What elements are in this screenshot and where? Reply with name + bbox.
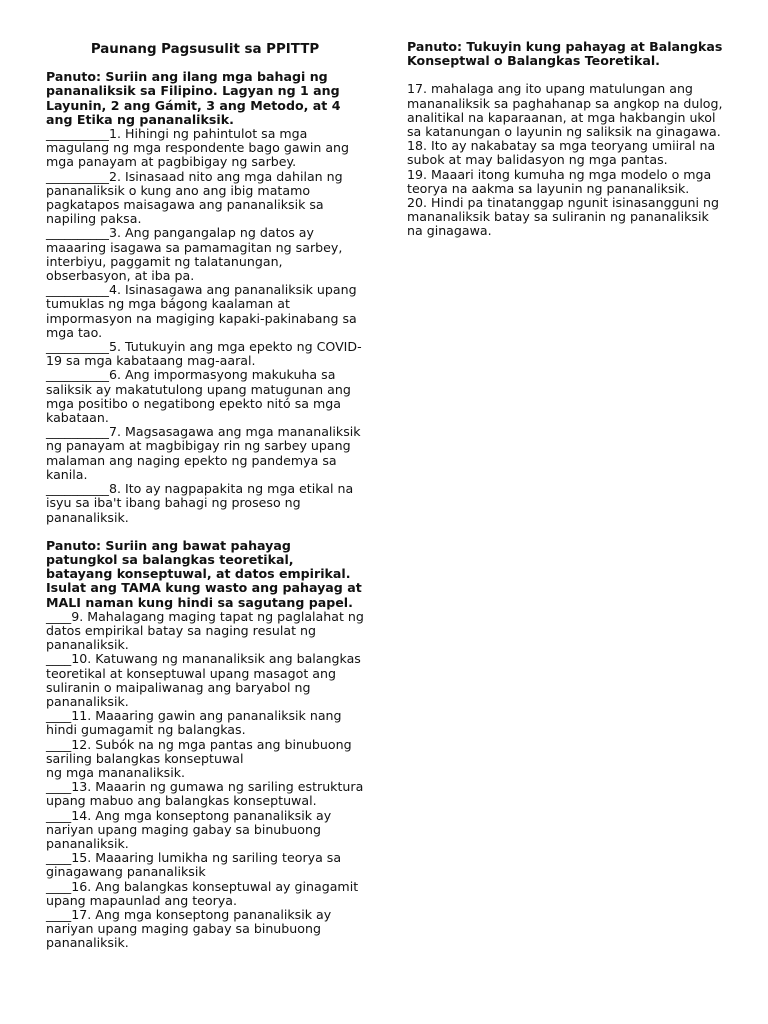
page-title: Paunang Pagsusulit sa PPITTP xyxy=(90,42,320,57)
section3-instruction: Panuto: Tukuyin kung pahayag at Balangkas Konseptwal o Balangkas Teoretikal. xyxy=(407,39,723,69)
question-item-6: __________6. Ang impormasyong makukuha sa saliksik ay makatutulong upang matugunan ang mga positibo o negatibong epekto nitó sa mga kabataan. xyxy=(46,367,351,426)
question-item-4: __________4. Isinasagawa ang pananaliksik upang tumuklas ng mga bágong kaalaman at impormasyon na magiging kapaki-pakinabang sa mga tao. xyxy=(46,282,357,340)
right-column xyxy=(407,40,725,239)
section-spacer xyxy=(46,525,364,539)
question-item-15: ____15. Maaaring lumikha ng sariling teorya sa ginagawang pananaliksik xyxy=(46,850,342,880)
question-item-1: __________1. Hihingi ng pahintulot sa mga magulang ng mga respondente bago gawin ang mga panayam at pagbibigay ng sarbey. xyxy=(46,126,350,170)
question-item-5: __________5. Tutukuyin ang mga epekto ng COVID-19 sa mga kabataang mag-aaral. xyxy=(46,339,362,369)
left-column xyxy=(46,40,364,951)
question-item-17a: ____17. Ang mga konseptong pananaliksik ay nariyan upang maging gabay sa binubuong pananaliksik. xyxy=(46,906,332,951)
question-item-17b: 17. mahalaga ang ito upang matulungan ang mananaliksik sa paghahanap sa angkop na dulog, analitikal na kaparaanan, at mga hakbangin ukol sa katanungan o layunin ng saliksik na ginagawa. xyxy=(407,81,723,140)
section2-instruction: Panuto: Suriin ang bawat pahayag patungkol sa balangkas teoretikal, batayang konseptuwal, at datos empirikal. Isulat ang TAMA kung wasto ang pahayag at MALI naman kung hindi sa sagutang papel. xyxy=(46,537,362,610)
question-item-13: ____13. Maaarin ng gumawa ng sariling estruktura upang mabuo ang balangkas konseptuwal. xyxy=(46,779,364,809)
question-item-20: 20. Hindi pa tinatanggap ngunit isinasangguni ng mananaliksik batay sa suliranin ng pananaliksik na ginagawa. xyxy=(407,195,719,239)
question-item-19: 19. Maaari itong kumuha ng mga modelo o mga teorya na aakma sa layunin ng pananaliksik. xyxy=(407,166,712,196)
question-item-10: ____10. Katuwang ng mananaliksik ang balangkas teoretikal at konseptuwal upang masagot ang suliranin o maipaliwanag ang baryabol ng pananaliksik. xyxy=(46,651,361,709)
section1-instruction: Panuto: Suriin ang ilang mga bahagi ng pananaliksik sa Filipino. Lagyan ng 1 ang Layunin, 2 ang Gámit, 3 ang Metodo, at 4 ang Etika ng pananaliksik. xyxy=(46,69,341,127)
question-item-8: __________8. Ito ay nagpapakita ng mga etikal na isyu sa iba't ibang bahagi ng proseso ng pananaliksik. xyxy=(46,481,354,525)
question-item-3: __________3. Ang pangangalap ng datos ay maaaring isagawa sa pamamagitan ng sarbey, interbiyu, paggamit ng talatanungan, obserbasyon, at iba pa. xyxy=(46,225,343,284)
question-item-14: ____14. Ang mga konseptong pananaliksik ay nariyan upang maging gabay sa binubuong pananaliksik. xyxy=(46,807,332,851)
question-item-2: __________2. Isinasaad nito ang mga dahilan ng pananaliksik o kung ano ang ibig matamo pagkatapos maisagawa ang pananaliksik sa napiling paksa. xyxy=(46,168,343,227)
question-item-18: 18. Ito ay nakabatay sa mga teoryang umiiral na subok at may balidasyon ng mga pantas. xyxy=(407,138,716,168)
question-item-7: __________7. Magsasagawa ang mga mananaliksik ng panayam at magbibigay rin ng sarbey upang malaman ang naging epekto ng pandemya sa kanila. xyxy=(46,424,361,482)
question-item-16: ____16. Ang balangkas konseptuwal ay ginagamit upang mapaunlad ang teorya. xyxy=(46,878,359,908)
question-item-12: ____12. Subók na ng mga pantas ang binubuong sariling balangkas konseptuwal ng mga mananaliksik. xyxy=(46,736,352,780)
question-item-11: ____11. Maaaring gawin ang pananaliksik nang hindi gumagamit ng balangkas. xyxy=(46,708,342,738)
question-item-9: ____9. Mahalagang maging tapat ng paglalahat ng datos empirikal batay sa naging resulat ng pananaliksik. xyxy=(46,608,364,653)
section-spacer xyxy=(407,68,725,82)
